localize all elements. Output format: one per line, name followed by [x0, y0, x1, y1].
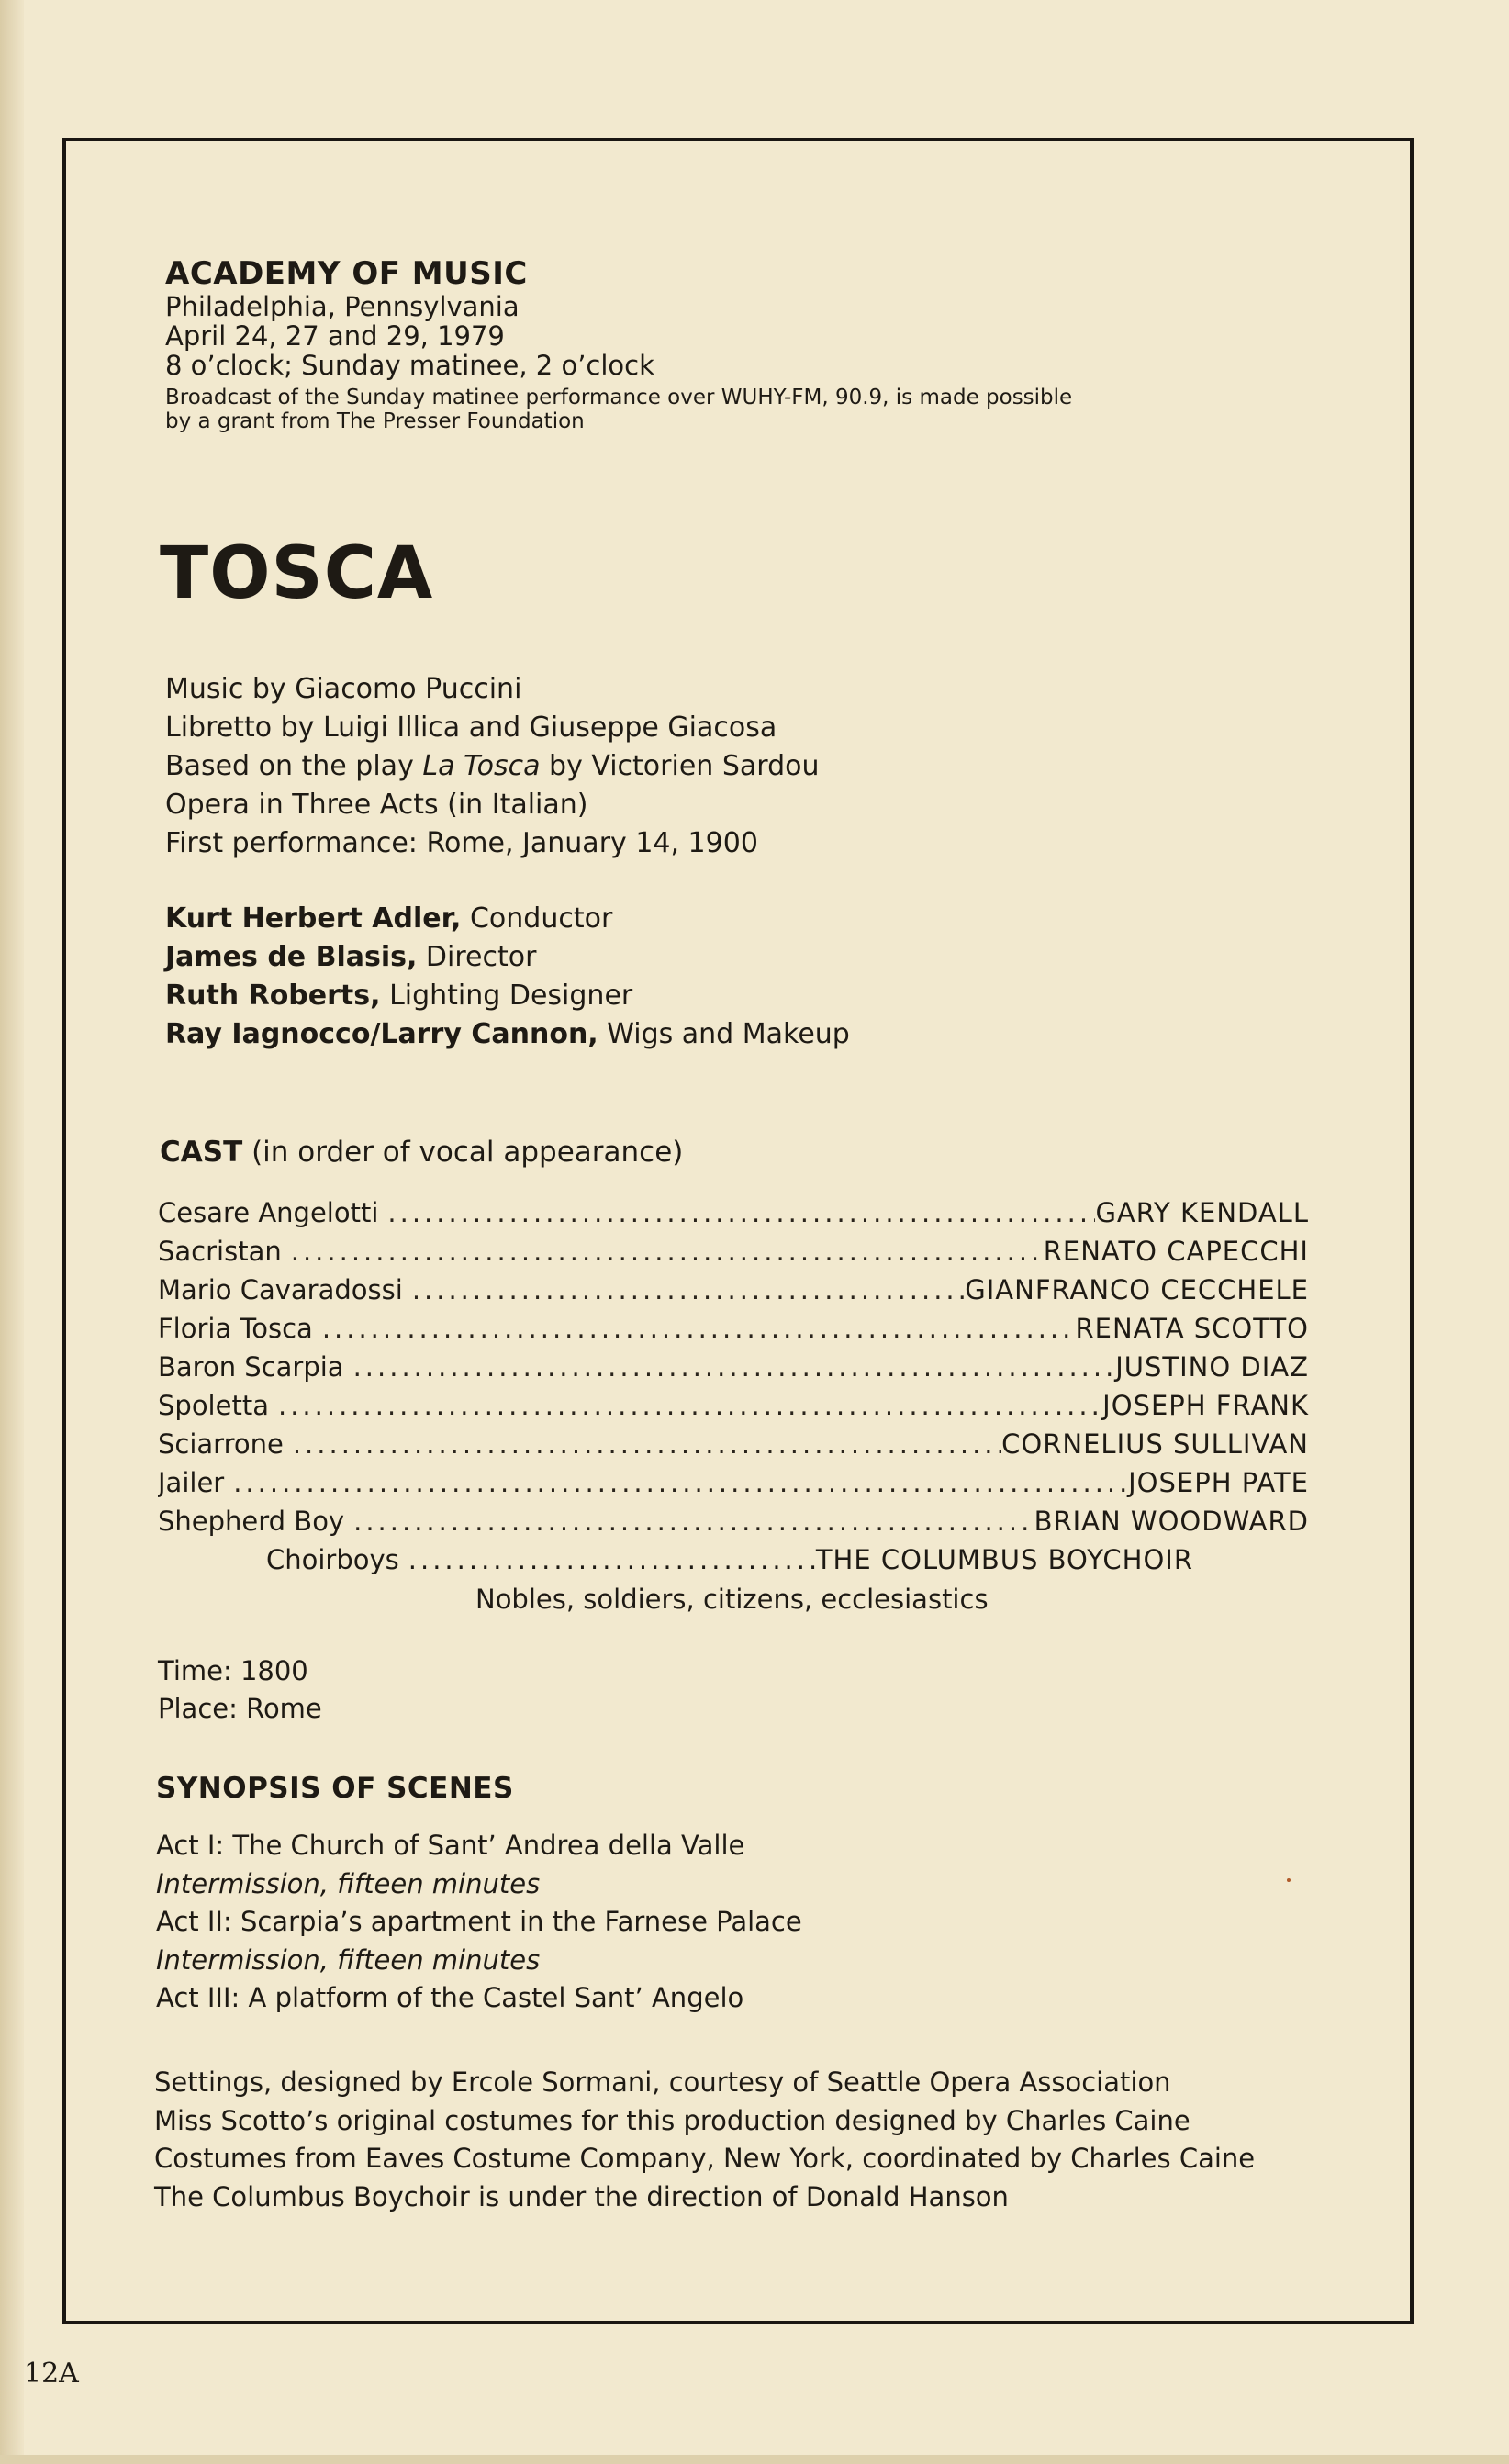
staff-name: Ruth Roberts, [165, 980, 381, 1012]
staff-role: Lighting Designer [380, 980, 633, 1012]
cast-heading-bold: CAST [160, 1136, 243, 1169]
cast-row [158, 1386, 1309, 1425]
cast-singer: BRIAN WOODWARD [1034, 1506, 1309, 1537]
cast-row [158, 1348, 1309, 1386]
dot-leader [408, 1540, 816, 1579]
venue-name: ACADEMY OF MUSIC [165, 255, 528, 292]
note-line: Costumes from Eaves Costume Company, New York, coordinated by Charles Caine [154, 2143, 1256, 2174]
note-line: Settings, designed by Ercole Sormani, courtesy of Seattle Opera Association [154, 2066, 1171, 2098]
synopsis-heading: SYNOPSIS OF SCENES [156, 1772, 514, 1805]
performance-dates: April 24, 27 and 29, 1979 [165, 320, 505, 352]
cast-role: Spoletta [158, 1390, 269, 1421]
dot-leader [353, 1502, 1034, 1540]
libretto-credit: Libretto by Luigi Illica and Giuseppe Giacosa [165, 711, 777, 744]
choir-row [266, 1540, 1193, 1579]
synopsis-item: Act I: The Church of Sant’ Andrea della Valle [156, 1830, 745, 1861]
staff-item [165, 938, 850, 977]
cast-singer: JUSTINO DIAZ [1115, 1351, 1309, 1383]
production-staff [165, 900, 850, 1054]
cast-list [158, 1193, 1309, 1540]
cast-role: Cesare Angelotti [158, 1197, 379, 1228]
performance-times: 8 o’clock; Sunday matinee, 2 o’clock [165, 350, 654, 381]
cast-role: Jailer [158, 1467, 225, 1498]
dot-leader [293, 1425, 1001, 1463]
cast-heading-note: (in order of vocal appearance) [242, 1136, 684, 1169]
staff-role: Director [417, 941, 537, 973]
cast-singer: JOSEPH FRANK [1102, 1390, 1309, 1421]
dot-leader [322, 1309, 1076, 1348]
staff-name: James de Blasis, [165, 941, 418, 973]
cast-singer: GARY KENDALL [1095, 1197, 1309, 1228]
opera-form: Opera in Three Acts (in Italian) [165, 789, 588, 821]
note-line: The Columbus Boychoir is under the direction of Donald Hanson [154, 2180, 1009, 2212]
dot-leader [233, 1463, 1128, 1502]
production-notes [154, 2064, 1255, 2216]
synopsis-list [156, 1827, 802, 2018]
staff-item [165, 900, 850, 938]
venue-city: Philadelphia, Pennsylvania [165, 291, 520, 322]
source-title: La Tosca [422, 750, 541, 782]
synopsis-item: Intermission, fifteen minutes [156, 1943, 541, 1976]
dot-leader [291, 1232, 1044, 1271]
dot-leader [412, 1271, 965, 1309]
venue-header [165, 255, 1072, 433]
dot-leader [278, 1386, 1102, 1425]
cast-row [158, 1309, 1309, 1348]
cast-singer: JOSEPH PATE [1128, 1467, 1309, 1498]
cast-row [158, 1502, 1309, 1540]
staff-item [165, 1015, 850, 1054]
cast-role: Floria Tosca [158, 1313, 313, 1344]
cast-heading [160, 1134, 683, 1170]
cast-role: Sacristan [158, 1236, 282, 1267]
staff-name: Kurt Herbert Adler, [165, 902, 462, 935]
page-number: 12A [24, 2358, 79, 2390]
cast-singer: RENATO CAPECCHI [1043, 1236, 1309, 1267]
synopsis-item: Act II: Scarpia’s apartment in the Farnese Palace [156, 1906, 802, 1937]
broadcast-line: Broadcast of the Sunday matinee performance over WUHY-FM, 90.9, is made possible [165, 386, 1073, 409]
dot-leader [387, 1193, 1095, 1232]
cast-row [158, 1232, 1309, 1271]
premiere-info: First performance: Rome, January 14, 1900 [165, 827, 758, 859]
source-suffix: by Victorien Sardou [540, 750, 820, 782]
cast-row [158, 1463, 1309, 1502]
staff-name: Ray Iagnocco/Larry Cannon, [165, 1018, 598, 1050]
cast-singer: CORNELIUS SULLIVAN [1001, 1428, 1309, 1460]
source-prefix: Based on the play [165, 750, 423, 782]
note-line: Miss Scotto’s original costumes for this production designed by Charles Caine [154, 2104, 1190, 2136]
cast-singer: GIANFRANCO CECCHELE [965, 1274, 1309, 1305]
dot-leader [353, 1348, 1116, 1386]
paper-speck [1287, 1878, 1291, 1882]
setting-place: Place: Rome [158, 1693, 322, 1724]
opera-credits [165, 670, 819, 863]
time-place [158, 1652, 322, 1728]
cast-singer: RENATA SCOTTO [1075, 1313, 1309, 1344]
setting-time: Time: 1800 [158, 1655, 308, 1686]
opera-title: TOSCA [160, 532, 434, 615]
cast-row [158, 1193, 1309, 1232]
cast-role: Baron Scarpia [158, 1351, 344, 1383]
cast-role: Sciarrone [158, 1428, 284, 1460]
cast-row [158, 1425, 1309, 1463]
synopsis-item: Intermission, fifteen minutes [156, 1867, 541, 1899]
chorus-note: Nobles, soldiers, citizens, ecclesiastics [475, 1584, 989, 1615]
choir-name: THE COLUMBUS BOYCHOIR [815, 1544, 1193, 1575]
staff-role: Wigs and Makeup [598, 1018, 850, 1050]
page-edge-bottom [0, 2455, 1509, 2464]
broadcast-line: by a grant from The Presser Foundation [165, 409, 585, 433]
staff-role: Conductor [461, 902, 613, 935]
page-edge [0, 0, 24, 2464]
music-credit: Music by Giacomo Puccini [165, 673, 522, 705]
choir-role: Choirboys [266, 1544, 399, 1575]
synopsis-item: Act III: A platform of the Castel Sant’ Angelo [156, 1982, 744, 2013]
staff-item [165, 977, 850, 1015]
cast-role: Mario Cavaradossi [158, 1274, 403, 1305]
broadcast-note [165, 386, 1072, 433]
source-credit [165, 747, 819, 786]
cast-role: Shepherd Boy [158, 1506, 345, 1537]
cast-row [158, 1271, 1309, 1309]
